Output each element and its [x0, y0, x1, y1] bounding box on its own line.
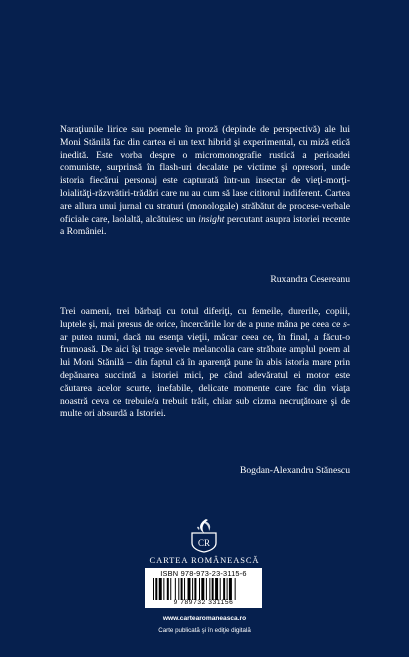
- publisher-website: www.cartearomaneasca.ro: [162, 615, 247, 622]
- blurb-1-emphasis: insight: [198, 213, 225, 225]
- blurb-2-author: Bogdan-Alexandru Stănescu: [239, 465, 350, 476]
- logo-letters: CR: [197, 538, 211, 548]
- barcode-icon: [153, 578, 257, 600]
- blurb-1-text: Naraţiunile lirice sau poemele în proză (depinde de perspectivă) ale lui Moni Stănilă fac din cartea ei un text hibrid şi experimental, cu miză etică inedită. Este vorba despre o micromonografie rustică a perioadei comuniste, surprinsă în flash-uri decalate pe victime şi opresori, unde istoria fiecărui personaj este capturată într-un insectar de vieţi-morţi-loialităţi-răzvrătiri-trădări care nu au cum să lase cititorul indiferent. Cartea are allura unui jurnal cu straturi (monologale) străbătut de procese-verbale oficiale care, laolaltă, alcătuiesc un: [60, 124, 350, 225]
- blurb-1-author: Ruxandra Cesereanu: [270, 274, 350, 285]
- blurb-2-text-end: -ar putea numi, dacă nu esenţa vieţii, măcar ceea ce, în final, a făcut-o frumoasă. De aici îşi trage sevele melancolia care străbate amplul poem al lui Moni Stănilă – din faptul că în aparenţă pune în abis istoria mare prin depănarea succintă a istoriei mici, pe când adevăratul ei motor este căutarea acelor scurte, inefabile, delicate momente care fac din viaţa noastră ceva ce trebuie/a trebuit trăit, chiar sub cizma necruţătoare şi de multe ori absurdă a Istoriei.: [60, 318, 350, 420]
- cartea-romaneasca-logo-icon: [185, 517, 223, 553]
- isbn-number: ISBN 978-973-23-3115-6: [160, 569, 247, 578]
- blurb-paragraph-1: [60, 124, 350, 239]
- blurb-2-emphasis: s: [343, 318, 347, 330]
- digital-edition-note: Carte publicată şi în ediţie digitală: [158, 627, 251, 634]
- blurb-2-text: Trei oameni, trei bărbaţi cu totul diferiţi, cu femeile, durerile, copiii, luptele şi, mai presus de orice, încercările lor de a pune mâna pe ceea ce: [60, 306, 350, 330]
- blurb-1-text-end: percutant asupra istoriei recente a României.: [60, 213, 350, 238]
- blurb-paragraph-2: [60, 306, 350, 421]
- isbn-barcode: [145, 568, 262, 608]
- barcode-digits: 9 789732 331156: [173, 599, 234, 606]
- publisher-name: CARTEA ROMÂNEASCĂ: [149, 555, 260, 565]
